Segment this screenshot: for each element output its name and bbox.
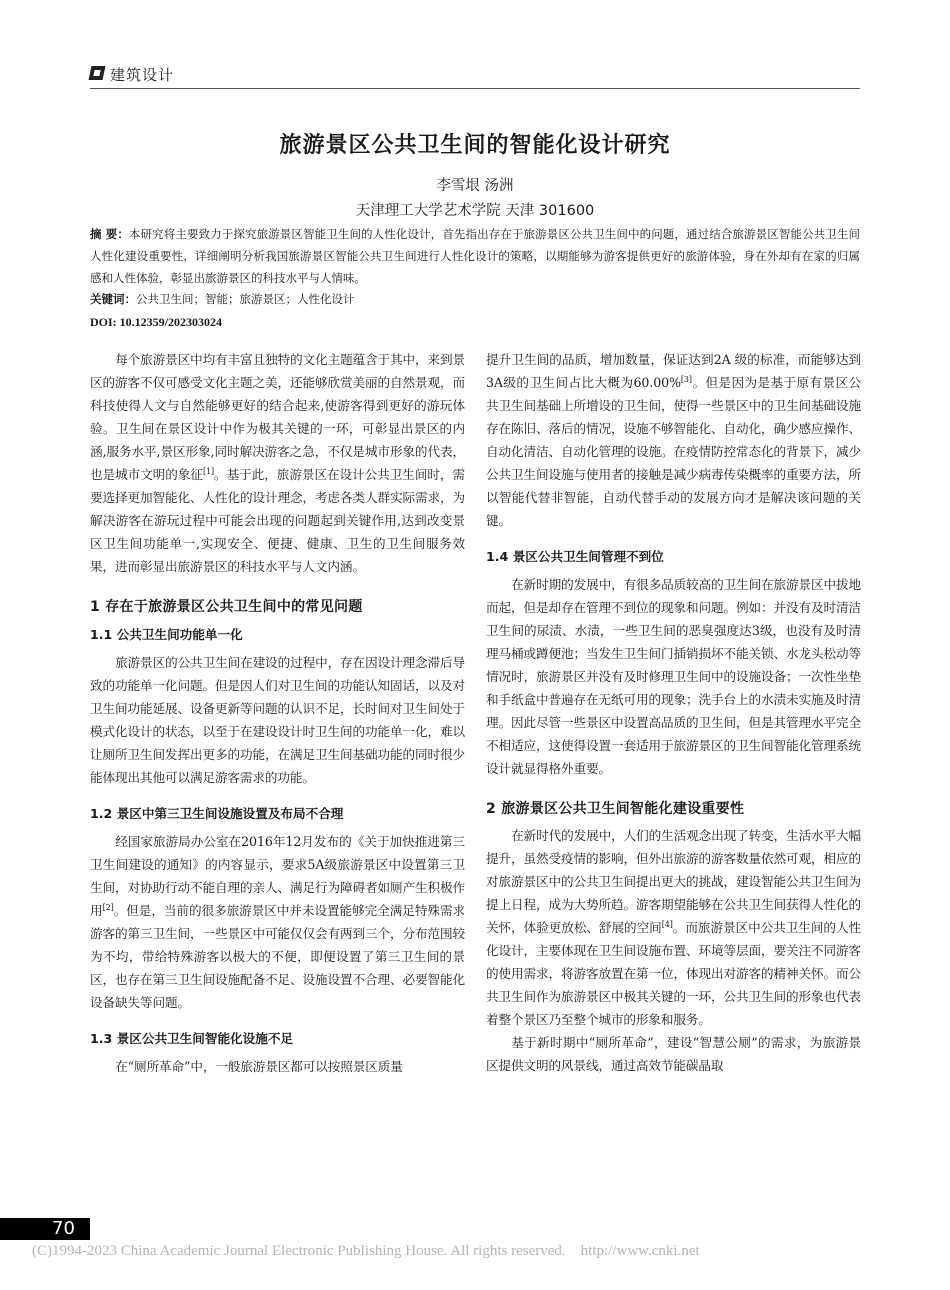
keywords-label: 关键词：: [90, 292, 136, 306]
journal-section: 建筑设计: [110, 66, 175, 84]
paragraph-2-2: 基于新时期中“厕所革命”，建设“智慧公厕”的需求，为旅游景区提供文明的风景线，通过高效节能碳晶取: [486, 1035, 861, 1073]
article-title: 旅游景区公共卫生间的智能化设计研究: [279, 133, 671, 158]
abstract-label: 摘 要：: [90, 227, 129, 241]
right-column: [486, 348, 861, 1077]
left-column: [90, 348, 465, 1078]
section-heading-2: 2 旅游景区公共卫生间智能化建设重要性: [486, 801, 745, 817]
journal-header: [90, 64, 860, 94]
abstract-text: 本研究将主要致力于探究旅游景区智能卫生间的人性化设计，首先指出存在于旅游景区公共卫生间中的问题，通过结合旅游景区智能公共卫生间人性化建设重要性，详细阐明分析我国旅游景区智能公共卫生间进行人性化设计的策略，以期能够为游客提供更好的旅游体验，身在外却有在家的归属感和人性体验，彰显出旅游景区的科技水平与人情味。: [90, 227, 860, 285]
citation: [4]: [661, 919, 673, 929]
keywords: [90, 289, 860, 309]
section-heading-1: 1 存在于旅游景区公共卫生间中的常见问题: [90, 599, 363, 615]
intro-paragraph: 每个旅游景区中均有丰富且独特的文化主题蕴含于其中，来到景区的游客不仅可感受文化主题之美，还能够欣赏美丽的自然景观，而科技使得人文与自然能够更好的结合起来,使游客得到更好的游玩体验。卫生间在景区设计中作为极其关键的一环，可彰显出景区的内涵,服务水平,景区形象,同时解决游客之急，不仅是城市形象的代表，也是城市文明的象征[1]。基于此，旅游景区在设计公共卫生间时，需要选择更加智能化、人性化的设计理念，考虑各类人群实际需求，为解决游客在游玩过程中可能会出现的问题起到关键作用,达到改变景区卫生间功能单一,实现安全、便捷、健康、卫生的卫生间服务效果，进而彰显出旅游景区的科技水平与人文内涵。: [90, 352, 466, 574]
paragraph-2-1: 在新时代的发展中，人们的生活观念出现了转变，生活水平大幅提升，虽然受疫情的影响，但外出旅游的游客数量依然可观，相应的对旅游景区中的公共卫生间提出更大的挑战，建设智能公共卫生间为提上日程，成为大势所趋。游客期望能够在公共卫生间获得人性化的关怀，体验更放松、舒展的空间[4]。而旅游景区中公共卫生间的人性化设计，主要体现在卫生间设施布置、环境等层面，要关注不同游客的使用需求，将游客放置在第一位，体现出对游客的精神关怀。而公共卫生间作为旅游景区中极其关键的一环，公共卫生间的形象也代表着整个景区乃至整个城市的形象和服务。: [486, 828, 862, 1027]
abstract: [90, 223, 860, 289]
paragraph-1-3-continued: 提升卫生间的品质，增加数量，保证达到2A 级的标准，而能够达到3A级的卫生间占比大概为60.00%[3]。但是因为是基于原有景区公共卫生间基础上所增设的卫生间，使得一些景区中的卫生间基础设施存在陈旧、落后的情况，设施不够智能化、自动化，确少感应操作、自动化清洁、自动化管理的设施。在疫情防控常态化的背景下，减少公共卫生间设施与使用者的接触是减少病毒传染概率的重要方法，所以智能代替非智能，自动代替手动的发展方向才是解决该问题的关键。: [486, 352, 862, 528]
subsection-heading-1-3: 1.3 景区公共卫生间智能化设施不足: [90, 1031, 294, 1046]
subsection-heading-1-1: 1.1 公共卫生间功能单一化: [90, 627, 243, 642]
journal-logo-icon: [89, 66, 106, 80]
copyright-notice: (C)1994-2023 China Academic Journal Electronic Publishing House. All rights reserved. http://www.cnki.net: [32, 1243, 700, 1259]
citation: [2]: [102, 902, 114, 912]
keywords-text: 公共卫生间；智能；旅游景区；人性化设计: [136, 292, 355, 306]
article-authors: 李雪垠 汤洲: [436, 178, 514, 194]
article-affiliation: 天津理工大学艺术学院 天津 301600: [355, 203, 595, 219]
paragraph-1-3: 在“厕所革命”中，一般旅游景区都可以按照景区质量: [115, 1059, 403, 1074]
header-rule: [90, 88, 860, 89]
page-number: 70: [52, 1218, 75, 1239]
page-number-block: [0, 1218, 90, 1240]
subsection-heading-1-4: 1.4 景区公共卫生间管理不到位: [486, 549, 664, 564]
subsection-heading-1-2: 1.2 景区中第三卫生间设施设置及布局不合理: [90, 806, 344, 821]
paragraph-1-1: 旅游景区的公共卫生间在建设的过程中，存在因设计理念滞后导致的功能单一化问题。但是因人们对卫生间的功能认知固话，以及对卫生间功能延展、设备更新等问题的认识不足，长时间对卫生间处于模式化设计的状态，以至于在建设设计时卫生间的功能单一化，难以让厕所卫生间发挥出更多的功能，在满足卫生间基础功能的同时很少能体现出其他可以满足游客需求的功能。: [90, 655, 466, 785]
paragraph-1-4: 在新时期的发展中，有很多品质较高的卫生间在旅游景区中拔地而起，但是却存在管理不到位的现象和问题。例如：并没有及时清洁卫生间的尿渍、水渍，一些卫生间的恶臭强度达3级，也没有及时清理马桶或蹲便池；当发生卫生间门插销损坏不能关锁、水龙头松动等情况时，旅游景区并没有及时修理卫生间中的设施设备；一次性坐垫和手纸盒中普遍存在无纸可用的现象；洗手台上的水渍未实施及时清理。因此尽管一些景区中设置高品质的卫生间，但是其管理水平完全不相适应，这使得设置一套适用于旅游景区的卫生间智能化管理系统设计就显得格外重要。: [486, 577, 862, 776]
paragraph-1-2: 经国家旅游局办公室在2016年12月发布的《关于加快推进第三卫生间建设的通知》的内容显示，要求5A级旅游景区中设置第三卫生间，对协助行动不能自理的亲人、满足行为障碍者如厕产生积极作用[2]。但是，当前的很多旅游景区中并未设置能够完全满足特殊需求游客的第三卫生间，一些景区中可能仅仅会有两到三个，分布范围较为不均，带给特殊游客以极大的不便，即便设置了第三卫生间的景区，也存在第三卫生间设施配备不足、设施设置不合理、必要智能化设备缺失等问题。: [90, 834, 466, 1010]
doi: DOI: 10.12359/202303024: [90, 315, 222, 329]
citation: [3]: [680, 374, 692, 384]
citation: [1]: [202, 466, 214, 476]
